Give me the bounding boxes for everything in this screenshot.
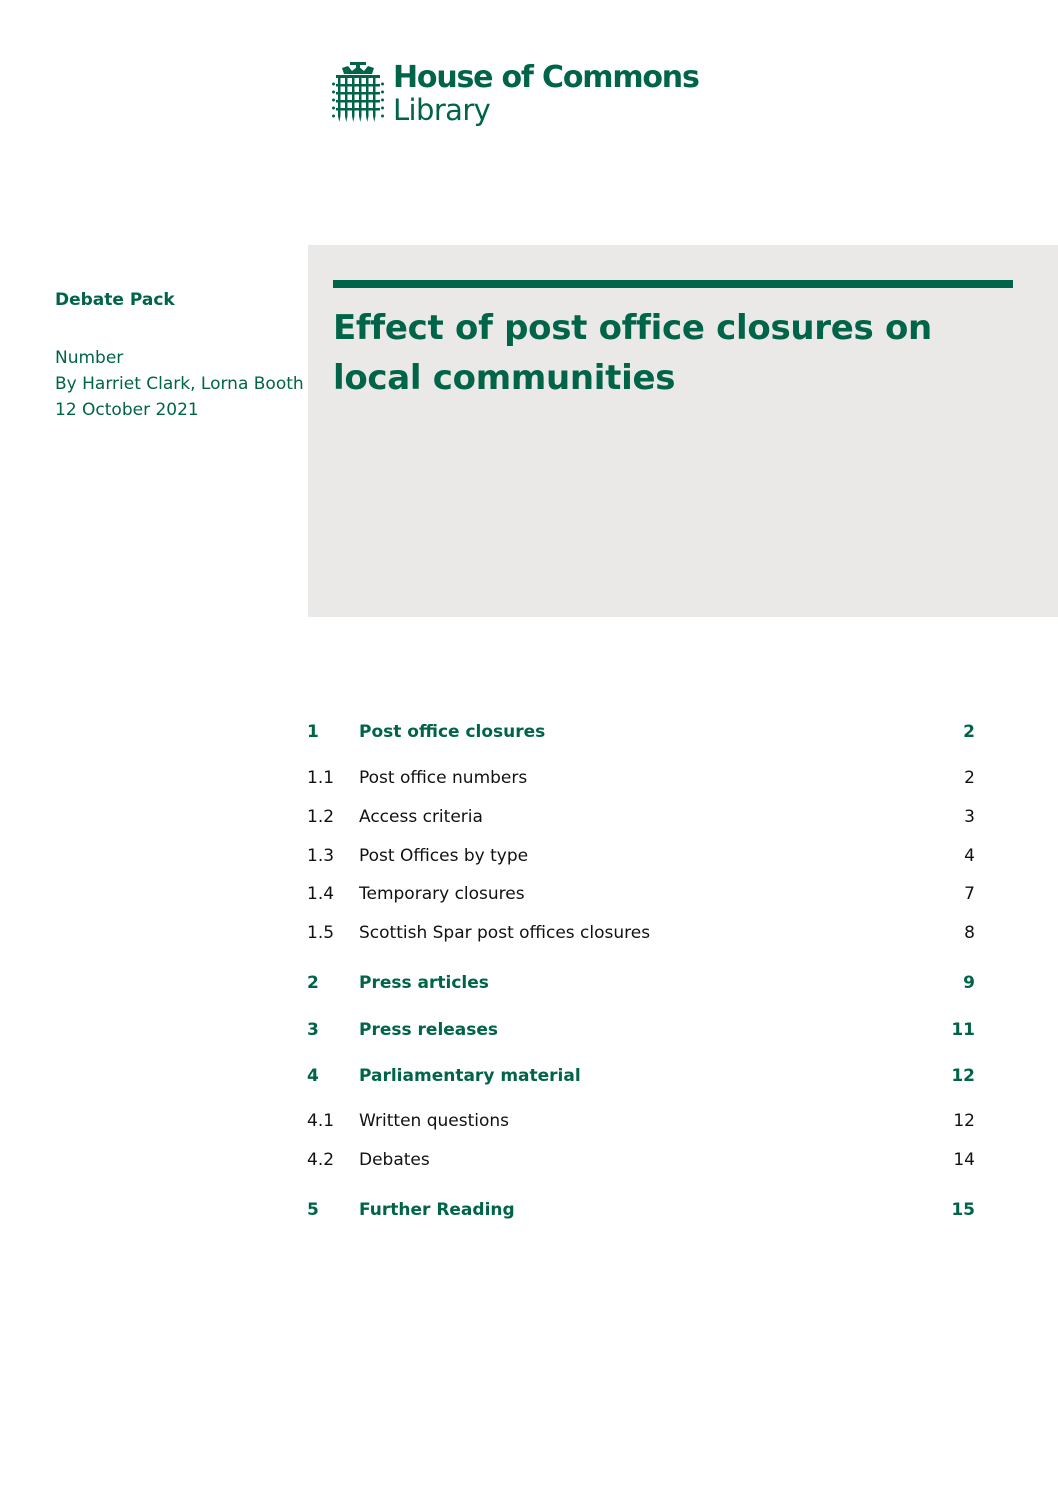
toc-entry[interactable] bbox=[307, 844, 979, 868]
toc-entry-number: 1.2 bbox=[307, 807, 335, 827]
toc-entry[interactable] bbox=[307, 882, 979, 906]
toc-entry-label: Debates bbox=[359, 1150, 430, 1170]
title-rule bbox=[333, 280, 1013, 288]
toc-entry-page: 12 bbox=[953, 1111, 975, 1131]
toc-entry[interactable] bbox=[307, 805, 979, 829]
document-number: Number bbox=[55, 348, 124, 368]
toc-entry-number: 2 bbox=[307, 973, 319, 993]
toc-entry[interactable] bbox=[307, 921, 979, 945]
toc-entry-label: Temporary closures bbox=[359, 884, 525, 904]
toc-entry-number: 1.5 bbox=[307, 923, 335, 943]
toc-entry-label: Post office numbers bbox=[359, 768, 528, 788]
toc-entry-number: 1.4 bbox=[307, 884, 335, 904]
toc-entry[interactable] bbox=[307, 971, 979, 995]
toc-entry[interactable] bbox=[307, 1198, 979, 1222]
toc-entry-label: Written questions bbox=[359, 1111, 510, 1131]
toc-entry-page: 12 bbox=[951, 1066, 975, 1086]
logo-subtitle: Library bbox=[393, 93, 491, 127]
toc-entry[interactable] bbox=[307, 1018, 979, 1042]
logo-title: House of Commons bbox=[393, 60, 699, 95]
toc-entry[interactable] bbox=[307, 766, 979, 790]
toc-entry-number: 5 bbox=[307, 1200, 319, 1220]
toc-entry-page: 4 bbox=[964, 846, 975, 866]
toc-entry-number: 1.3 bbox=[307, 846, 335, 866]
document-authors: By Harriet Clark, Lorna Booth bbox=[55, 374, 304, 394]
toc-entry-page: 3 bbox=[964, 807, 975, 827]
page-title: Effect of post office closures on local communities bbox=[333, 308, 932, 398]
title-panel bbox=[308, 245, 1058, 617]
toc-entry-number: 3 bbox=[307, 1020, 319, 1040]
toc-entry-label: Scottish Spar post offices closures bbox=[359, 923, 651, 943]
toc-entry-label: Access criteria bbox=[359, 807, 483, 827]
toc-entry-page: 11 bbox=[951, 1020, 975, 1040]
document-type: Debate Pack bbox=[55, 290, 175, 310]
portcullis-icon bbox=[332, 62, 384, 124]
toc-entry-page: 2 bbox=[964, 768, 975, 788]
document-date: 12 October 2021 bbox=[55, 400, 199, 420]
toc-entry-label: Press releases bbox=[359, 1020, 499, 1040]
toc-entry-page: 9 bbox=[963, 973, 975, 993]
toc-entry-page: 15 bbox=[951, 1200, 975, 1220]
toc-entry[interactable] bbox=[307, 1109, 979, 1133]
toc-entry-number: 1.1 bbox=[307, 768, 335, 788]
toc-entry[interactable] bbox=[307, 1148, 979, 1172]
toc-entry-number: 4.1 bbox=[307, 1111, 335, 1131]
library-logo bbox=[332, 60, 699, 132]
toc-entry-page: 2 bbox=[963, 722, 975, 742]
toc-entry-number: 4 bbox=[307, 1066, 319, 1086]
toc-entry-number: 4.2 bbox=[307, 1150, 335, 1170]
toc-entry-label: Post office closures bbox=[359, 722, 546, 742]
toc-entry-page: 14 bbox=[953, 1150, 975, 1170]
toc-entry-number: 1 bbox=[307, 722, 319, 742]
toc-entry-label: Further Reading bbox=[359, 1200, 515, 1220]
toc-entry-page: 8 bbox=[964, 923, 975, 943]
toc-entry-page: 7 bbox=[964, 884, 975, 904]
toc-entry-label: Press articles bbox=[359, 973, 489, 993]
toc-entry-label: Post Offices by type bbox=[359, 846, 529, 866]
toc-entry-label: Parliamentary material bbox=[359, 1066, 581, 1086]
toc-entry[interactable] bbox=[307, 720, 979, 744]
toc-entry[interactable] bbox=[307, 1064, 979, 1088]
